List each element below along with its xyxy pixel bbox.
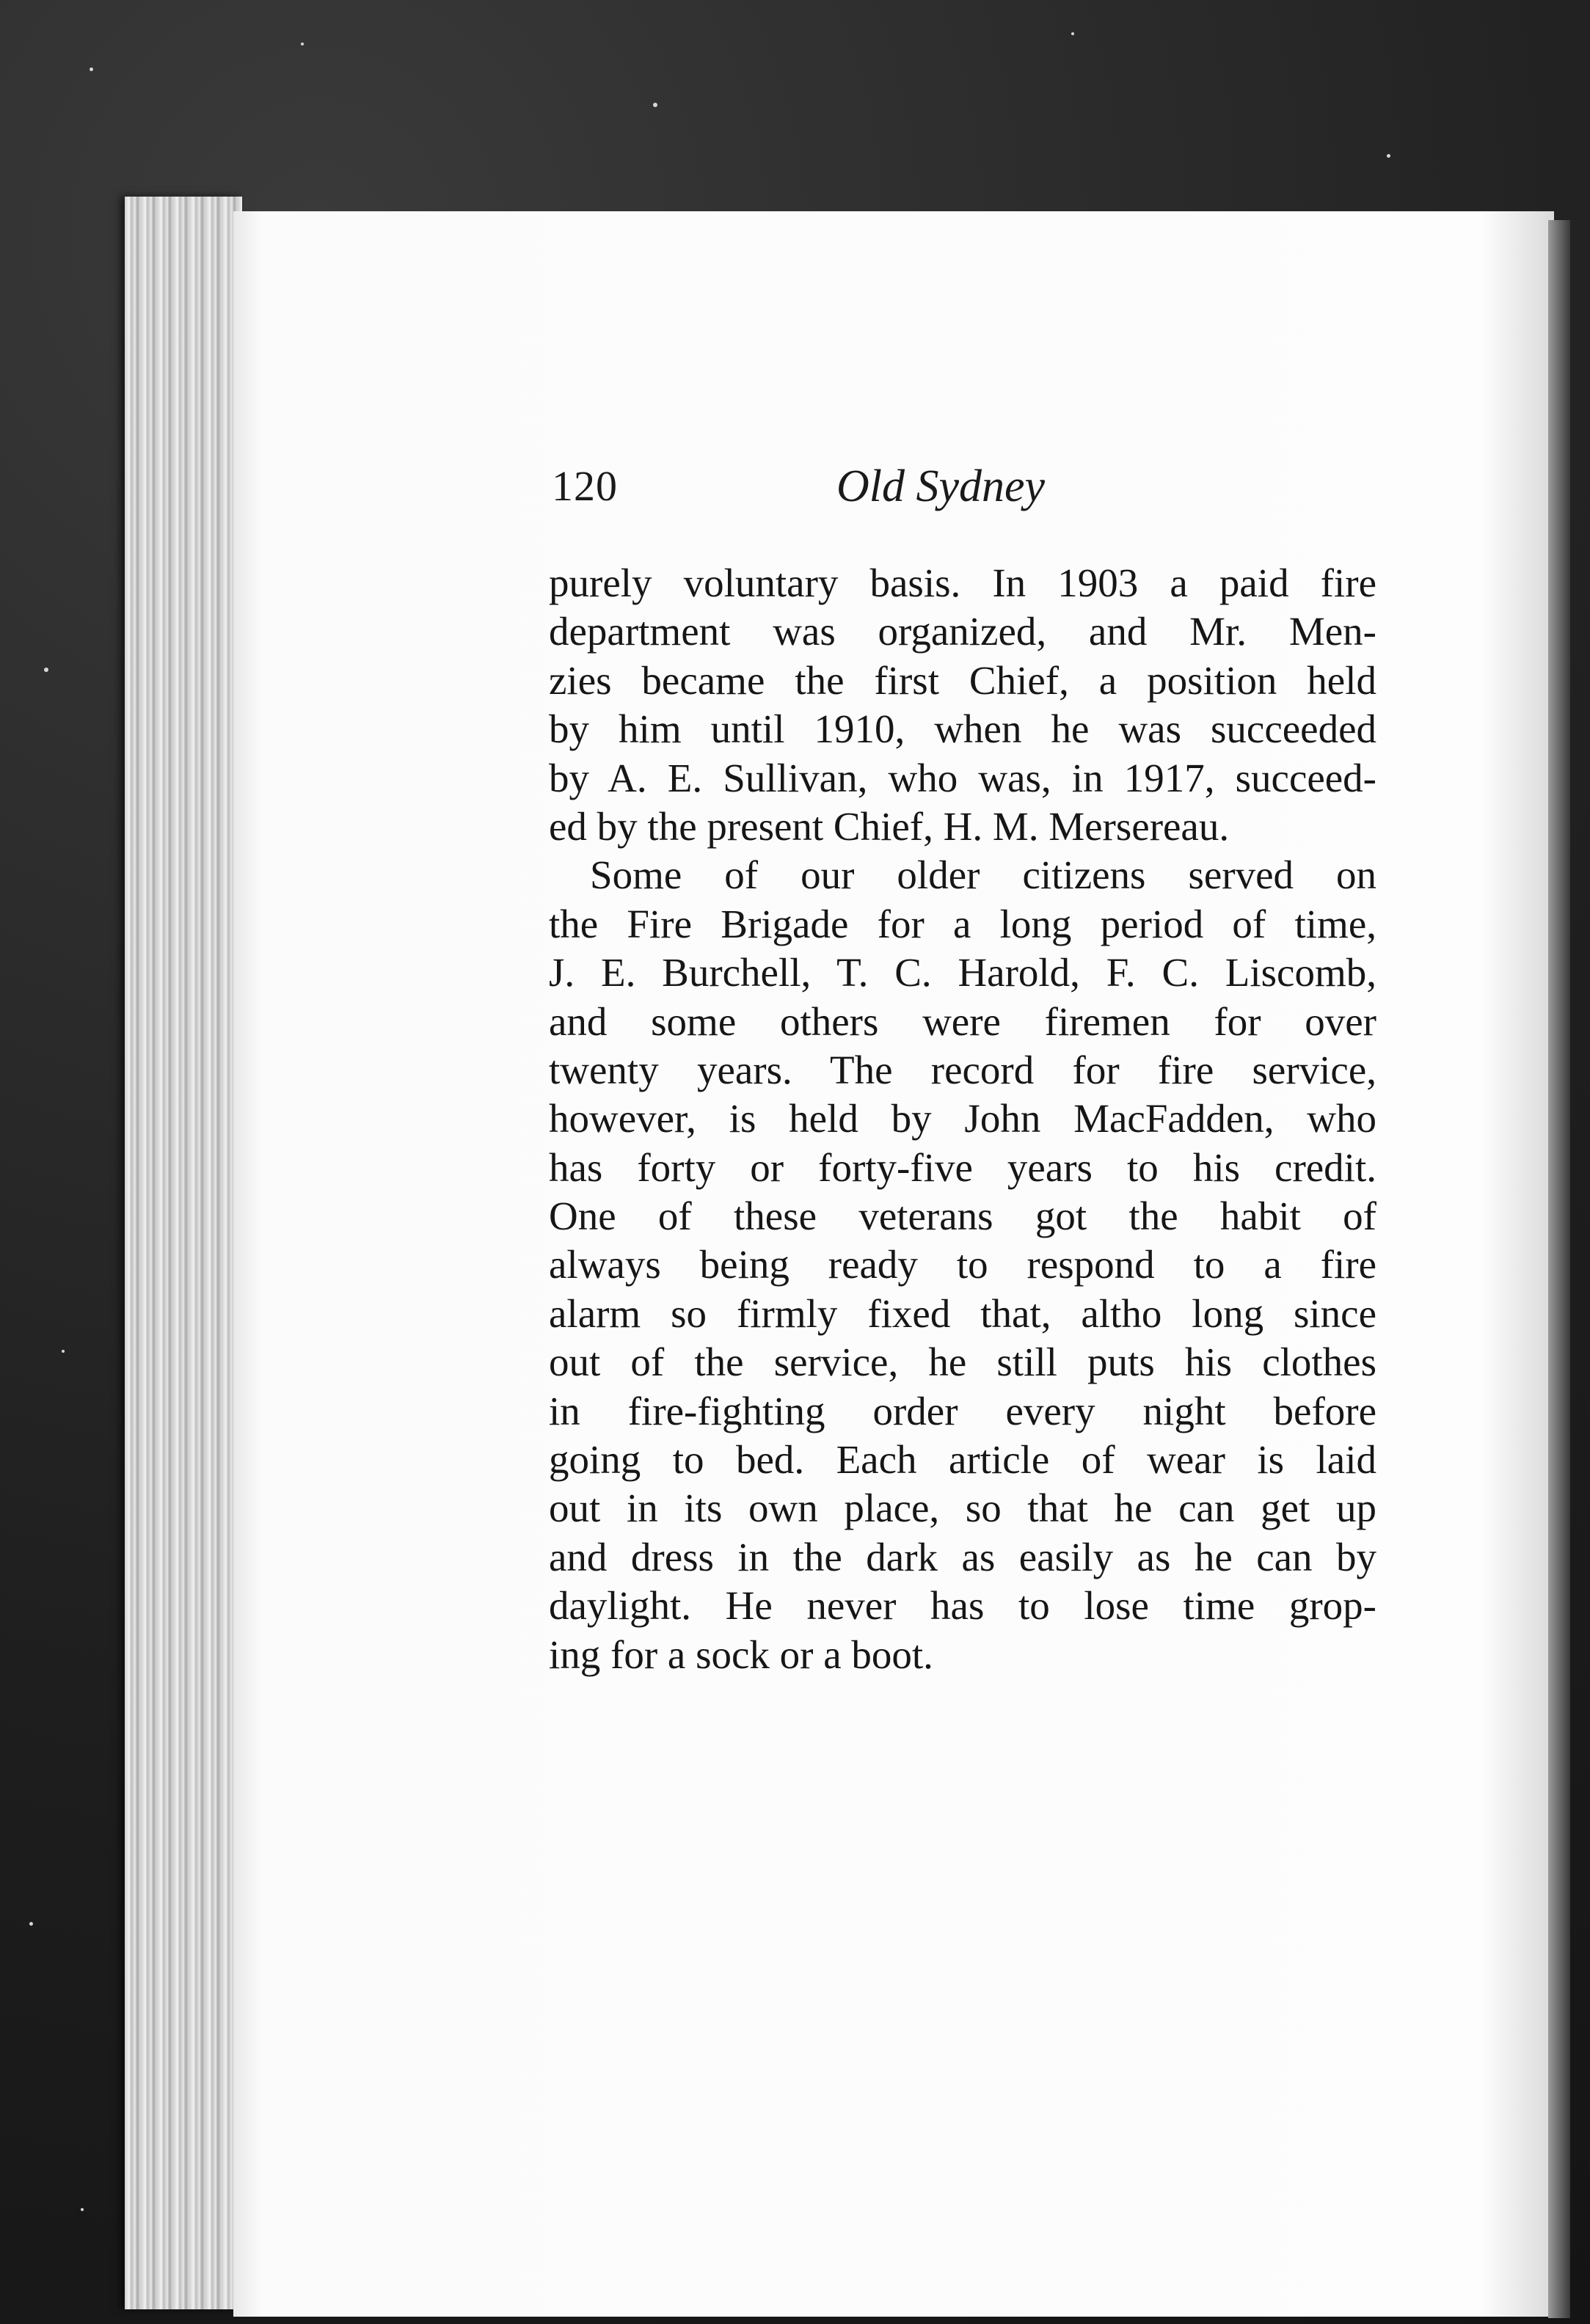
book-page-edges <box>125 197 242 2309</box>
text-line: out of the service, he still puts his clothes <box>549 1340 1376 1385</box>
text-line: ed by the present Chief, H. M. Mersereau. <box>549 803 1230 849</box>
text-line: the Fire Brigade for a long period of time, <box>549 901 1376 946</box>
text-line: purely voluntary basis. In 1903 a paid fire <box>549 560 1376 605</box>
dust-speck <box>90 67 93 71</box>
body-text <box>549 559 1376 1679</box>
book-title: Old Sydney <box>836 461 1046 511</box>
text-line: and dress in the dark as easily as he can by <box>549 1534 1376 1579</box>
text-line: out in its own place, so that he can get up <box>549 1486 1376 1531</box>
text-line: in fire-fighting order every night before <box>549 1388 1376 1433</box>
dust-speck <box>301 43 304 45</box>
page-number: 120 <box>552 462 618 510</box>
text-line: twenty years. The record for fire service, <box>549 1047 1376 1092</box>
text-line: by A. E. Sullivan, who was, in 1917, succeed- <box>549 755 1376 800</box>
text-line: however, is held by John MacFadden, who <box>549 1096 1376 1141</box>
dust-speck <box>62 1350 65 1353</box>
text-line: has forty or forty-five years to his credit. <box>549 1144 1376 1190</box>
dust-speck <box>1071 32 1074 35</box>
text-line: ing for a sock or a boot. <box>549 1631 933 1677</box>
page-right-edge <box>1548 220 1570 2318</box>
text-line: by him until 1910, when he was succeeded <box>549 706 1376 752</box>
text-line: and some others were firemen for over <box>549 998 1376 1044</box>
dust-speck <box>653 103 657 107</box>
text-line: One of these veterans got the habit of <box>549 1194 1376 1239</box>
text-line: Some of our older citizens served on <box>590 852 1376 898</box>
text-line: always being ready to respond to a fire <box>549 1242 1376 1287</box>
text-line: zies became the first Chief, a position held <box>549 657 1376 703</box>
dust-speck <box>1387 154 1390 158</box>
dust-speck <box>29 1922 33 1926</box>
text-line: department was organized, and Mr. Men- <box>549 609 1376 654</box>
text-line: going to bed. Each article of wear is laid <box>549 1437 1376 1483</box>
text-line: daylight. He never has to lose time grop- <box>549 1583 1376 1629</box>
text-line: alarm so firmly fixed that, altho long since <box>549 1290 1376 1336</box>
running-head <box>552 453 1109 519</box>
text-line: J. E. Burchell, T. C. Harold, F. C. Liscomb, <box>549 950 1376 995</box>
dust-speck <box>81 2208 84 2211</box>
dust-speck <box>44 668 48 672</box>
